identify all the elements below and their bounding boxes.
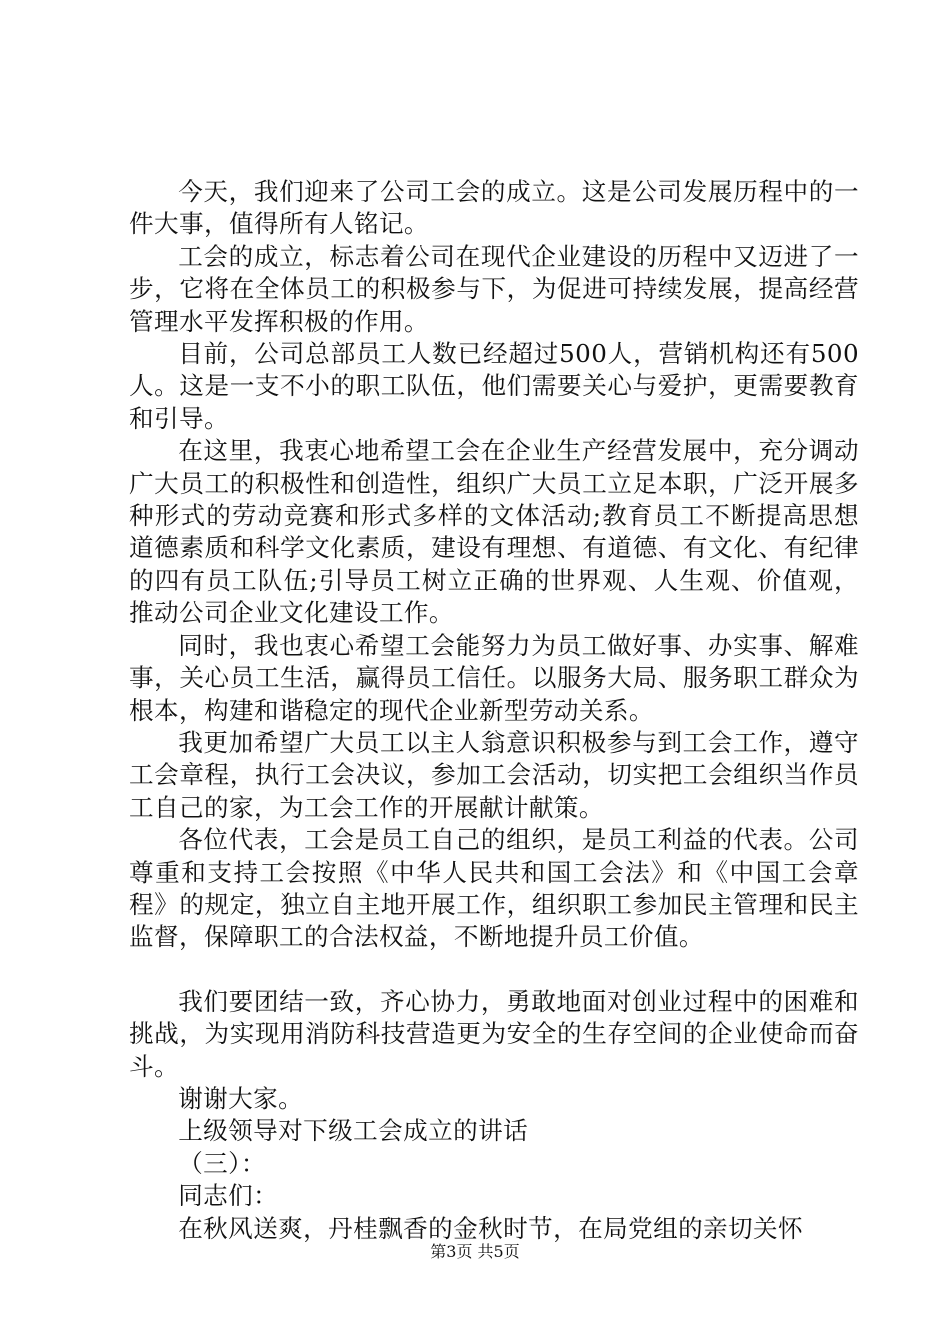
paragraph-serve-employees: 同时，我也衷心希望工会能努力为员工做好事、办实事、解难事，关心员工生活，赢得员工信任。以服务大局、服务职工群众为根本，构建和谐稳定的现代企业新型劳动关系。 (129, 630, 859, 725)
line-section-number: （三）： (178, 1148, 266, 1178)
line-salutation: 同志们： (178, 1181, 279, 1211)
paragraph-union-significance: 工会的成立，标志着公司在现代企业建设的历程中又迈进了一步，它将在全体员工的积极参与下，为促进可持续发展，提高经营管理水平发挥积极的作用。 (129, 241, 859, 336)
line-thanks: 谢谢大家。 (178, 1083, 304, 1113)
paragraph-autumn: 在秋风送爽，丹桂飘香的金秋时节，在局党组的亲切关怀 (178, 1213, 804, 1243)
paragraph-hopes-union: 在这里，我衷心地希望工会在企业生产经营发展中，充分调动广大员工的积极性和创造性，组织广大员工立足本职，广泛开展多种形式的劳动竞赛和形式多样的文体活动;教育员工不断提高思想道德素质和科学文化素质，建设有理想、有道德、有文化、有纪律的四有员工队伍;引导员工树立正确的世界观、人生观、价值观，推动公司企业文化建设工作。 (129, 436, 859, 628)
paragraph-staff-count: 目前，公司总部员工人数已经超过500人，营销机构还有500人。这是一支不小的职工队伍，他们需要关心与爱护，更需要教育和引导。 (129, 339, 859, 433)
paragraph-unity: 我们要团结一致，齐心协力，勇敢地面对创业过程中的困难和挑战，为实现用消防科技营造更为安全的生存空间的企业使命而奋斗。 (129, 986, 859, 1081)
paragraph-employee-participation: 我更加希望广大员工以主人翁意识积极参与到工会工作，遵守工会章程，执行工会决议，参加工会活动，切实把工会组织当作员工自己的家，为工会工作的开展献计献策。 (129, 727, 859, 822)
paragraph-gap (129, 954, 859, 986)
paragraph-opening: 今天，我们迎来了公司工会的成立。这是公司发展历程中的一件大事，值得所有人铭记。 (129, 177, 859, 239)
line-speech-title: 上级领导对下级工会成立的讲话 (178, 1116, 529, 1146)
page-footer: 第3页 共5页 (430, 1242, 520, 1261)
document-body (129, 176, 859, 1245)
paragraph-representatives: 各位代表，工会是员工自己的组织，是员工利益的代表。公司尊重和支持工会按照《中华人民共和国工会法》和《中国工会章程》的规定，独立自主地开展工作，组织职工参加民主管理和民主监督，保障职工的合法权益，不断地提升员工价值。 (129, 825, 859, 952)
